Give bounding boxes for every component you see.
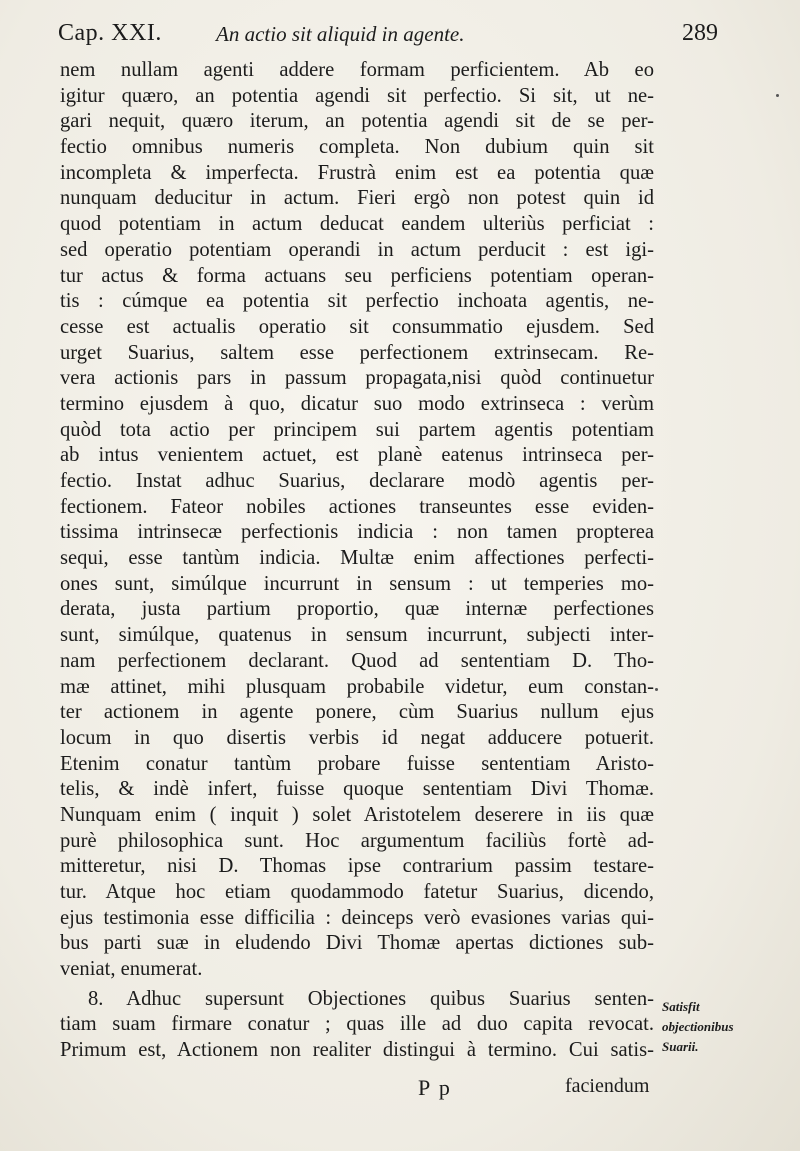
ink-speck bbox=[655, 688, 658, 691]
text-line: nam perfectionem declarant. Quod ad sententiam D. Tho- bbox=[60, 649, 654, 672]
text-line: nem nullam agenti addere formam perficientem. Ab eo bbox=[60, 59, 654, 81]
text-line: tiam suam firmare conatur ; quas ille ad duo capita revocat. bbox=[60, 1013, 654, 1036]
text-line: purè philosophica sunt. Hoc argumentum faciliùs fortè ad- bbox=[60, 829, 654, 852]
body-text bbox=[60, 58, 654, 1064]
paragraph-8 bbox=[60, 987, 654, 1064]
text-line: cesse est actualis operatio sit consummatio ejusdem. Sed bbox=[60, 315, 654, 338]
catchword: faciendum bbox=[565, 1075, 650, 1097]
text-line: tis : cúmque ea potentia sit perfectio inchoata agentis, ne- bbox=[60, 290, 654, 313]
text-line: fectionem. Fateor nobiles actiones transeuntes esse eviden- bbox=[60, 495, 654, 518]
ink-speck bbox=[776, 94, 779, 97]
text-line: bus parti suæ in eludendo Divi Thomæ apertas dictiones sub- bbox=[60, 932, 654, 955]
text-line: incompleta & imperfecta. Frustrà enim est ea potentia quæ bbox=[60, 161, 654, 184]
text-line: mitteretur, nisi D. Thomas ipse contrarium passim testare- bbox=[60, 855, 654, 878]
text-line: tur actus & forma actuans seu perficiens potentiam operan- bbox=[60, 264, 654, 287]
text-line: Nunquam enim ( inquit ) solet Aristotelem deserere in iis quæ bbox=[60, 803, 654, 826]
text-line: Primum est, Actionem non realiter distingui à termino. Cui satis- bbox=[60, 1039, 654, 1062]
text-line: ter actionem in agente ponere, cùm Suarius nullum ejus bbox=[60, 701, 654, 724]
text-line: fectio omnibus numeris completa. Non dubium quin sit bbox=[60, 136, 654, 159]
page-number: 289 bbox=[682, 20, 718, 46]
text-line: locum in quo disertis verbis id negat adducere potuerit. bbox=[60, 726, 654, 749]
margin-note: Satisfit objectionibus Suarii. bbox=[662, 999, 734, 1054]
text-line: mæ attinet, mihi plusquam probabile videtur, eum constan- bbox=[60, 675, 654, 698]
text-line: quòd tota actio per principem sui partem agentis potentiam bbox=[60, 418, 654, 441]
chapter-heading: Cap. XXI. bbox=[58, 20, 162, 46]
signature-mark: P p bbox=[418, 1075, 452, 1100]
text-line: tissima intrinsecæ perfectionis indicia : non tamen propterea bbox=[60, 521, 654, 544]
running-title: An actio sit aliquid in agente. bbox=[216, 22, 465, 46]
text-line: urget Suarius, saltem esse perfectionem extrinsecam. Re- bbox=[60, 341, 654, 364]
text-line: igitur quæro, an potentia agendi sit perfectio. Si sit, ut ne- bbox=[60, 84, 654, 107]
text-line: veniat, enumerat. bbox=[60, 958, 203, 981]
text-line: gari nequit, quæro iterum, an potentia agendi sit de se per- bbox=[60, 110, 654, 133]
text-line: Etenim conatur tantùm probare fuisse sententiam Aristo- bbox=[60, 752, 654, 775]
text-line: ejus testimonia esse difficilia : deinceps verò evasiones varias qui- bbox=[60, 906, 654, 929]
text-line: 8. Adhuc supersunt Objectiones quibus Suarius senten- bbox=[88, 987, 654, 1010]
text-line: sed operatio potentiam operandi in actum perducit : est igi- bbox=[60, 238, 654, 261]
running-head bbox=[58, 14, 718, 50]
text-line: sunt, simúlque, quatenus in sensum incurrunt, subjecti inter- bbox=[60, 624, 654, 647]
text-line: quod potentiam in actum deducat eandem ulteriùs perficiat : bbox=[60, 213, 654, 236]
text-line: nunquam deducitur in actum. Fieri ergò non potest quin id bbox=[60, 187, 654, 210]
text-line: fectio. Instat adhuc Suarius, declarare modò agentis per- bbox=[60, 470, 654, 492]
text-line: ones sunt, simúlque incurrunt in sensum : ut temperies mo- bbox=[60, 572, 654, 595]
text-line: ab intus venientem actuet, est planè eatenus intrinseca per- bbox=[60, 444, 654, 467]
text-line: tur. Atque hoc etiam quodammodo fatetur Suarius, dicendo, bbox=[60, 881, 654, 903]
text-line: telis, & indè infert, fuisse quoque sententiam Divi Thomæ. bbox=[60, 778, 654, 801]
text-line: derata, justa partium proportio, quæ internæ perfectiones bbox=[60, 598, 654, 621]
text-line: termino ejusdem à quo, dicatur suo modo extrinseca : verùm bbox=[60, 392, 654, 415]
text-line: sequi, esse tantùm indicia. Multæ enim affectiones perfecti- bbox=[60, 547, 654, 570]
text-line: vera actionis pars in passum propagata,nisi quòd continuetur bbox=[60, 367, 654, 390]
